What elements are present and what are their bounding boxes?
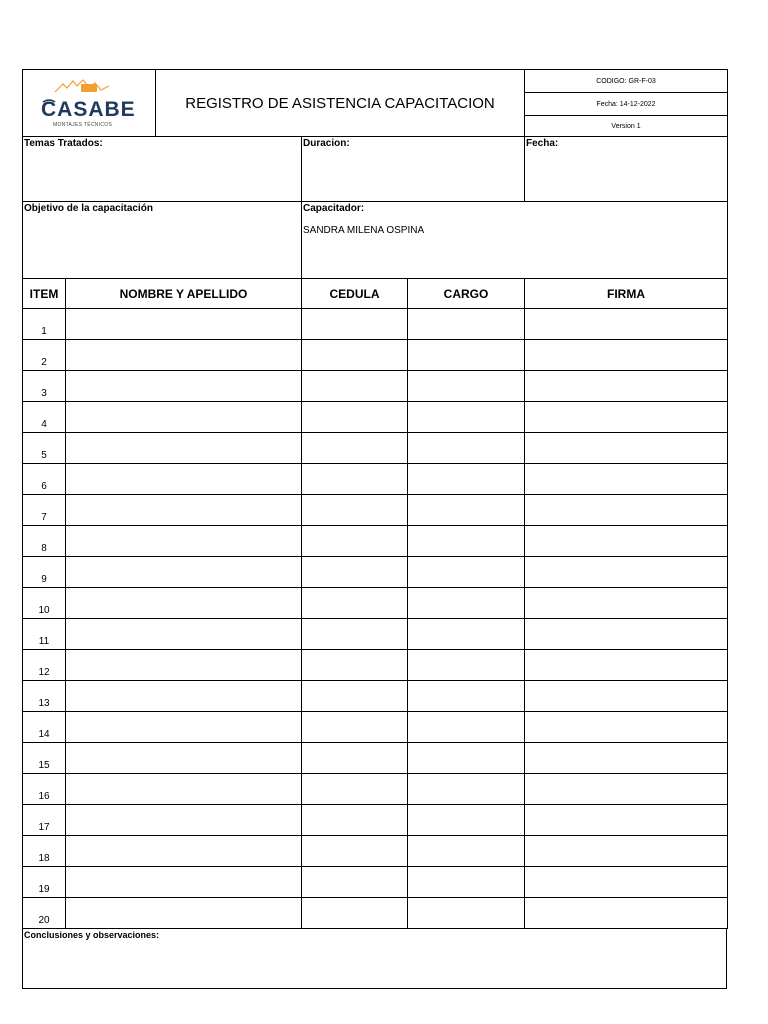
cedula-cell[interactable] [302, 464, 408, 495]
item-number: 10 [23, 588, 66, 619]
item-number: 9 [23, 557, 66, 588]
firma-cell[interactable] [525, 681, 728, 712]
firma-cell[interactable] [525, 309, 728, 340]
firma-cell[interactable] [525, 898, 728, 929]
firma-cell[interactable] [525, 867, 728, 898]
nombre-cell[interactable] [66, 898, 302, 929]
cargo-cell[interactable] [408, 836, 525, 867]
firma-cell[interactable] [525, 526, 728, 557]
duracion-field[interactable] [302, 137, 525, 202]
capacitador-value: SANDRA MILENA OSPINA [303, 225, 425, 236]
nombre-cell[interactable] [66, 712, 302, 743]
firma-cell[interactable] [525, 557, 728, 588]
cedula-cell[interactable] [302, 309, 408, 340]
cedula-cell[interactable] [302, 650, 408, 681]
firma-cell[interactable] [525, 495, 728, 526]
item-number: 12 [23, 650, 66, 681]
firma-cell[interactable] [525, 464, 728, 495]
item-number: 7 [23, 495, 66, 526]
temas-label: Temas Tratados: [24, 138, 103, 149]
item-number: 11 [23, 619, 66, 650]
header-nombre: NOMBRE Y APELLIDO [66, 279, 302, 309]
cedula-cell[interactable] [302, 433, 408, 464]
firma-cell[interactable] [525, 836, 728, 867]
cedula-cell[interactable] [302, 836, 408, 867]
firma-cell[interactable] [525, 371, 728, 402]
doc-version: Version 1 [611, 122, 641, 130]
nombre-cell[interactable] [66, 619, 302, 650]
cargo-cell[interactable] [408, 805, 525, 836]
cargo-cell[interactable] [408, 371, 525, 402]
table-row [23, 805, 728, 836]
logo-cell [23, 70, 156, 137]
cargo-cell[interactable] [408, 619, 525, 650]
nombre-cell[interactable] [66, 433, 302, 464]
firma-cell[interactable] [525, 340, 728, 371]
cargo-cell[interactable] [408, 588, 525, 619]
table-row [23, 898, 728, 929]
cargo-cell[interactable] [408, 681, 525, 712]
firma-cell[interactable] [525, 712, 728, 743]
capacitador-field[interactable] [302, 202, 728, 279]
nombre-cell[interactable] [66, 526, 302, 557]
nombre-cell[interactable] [66, 495, 302, 526]
firma-cell[interactable] [525, 774, 728, 805]
item-number: 5 [23, 433, 66, 464]
item-number: 4 [23, 402, 66, 433]
nombre-cell[interactable] [66, 371, 302, 402]
firma-cell[interactable] [525, 619, 728, 650]
table-row [23, 371, 728, 402]
nombre-cell[interactable] [66, 464, 302, 495]
doc-date: Fecha: 14-12-2022 [525, 93, 727, 116]
table-row [23, 557, 728, 588]
cargo-cell[interactable] [408, 743, 525, 774]
capacitador-label: Capacitador: [303, 203, 365, 214]
cargo-cell[interactable] [408, 557, 525, 588]
cedula-cell[interactable] [302, 526, 408, 557]
nombre-cell[interactable] [66, 774, 302, 805]
cedula-cell[interactable] [302, 371, 408, 402]
cargo-cell[interactable] [408, 340, 525, 371]
cedula-cell[interactable] [302, 867, 408, 898]
nombre-cell[interactable] [66, 836, 302, 867]
item-number: 6 [23, 464, 66, 495]
cargo-cell[interactable] [408, 526, 525, 557]
item-number: 14 [23, 712, 66, 743]
cedula-cell[interactable] [302, 743, 408, 774]
table-row [23, 588, 728, 619]
nombre-cell[interactable] [66, 309, 302, 340]
firma-cell[interactable] [525, 650, 728, 681]
cargo-cell[interactable] [408, 712, 525, 743]
table-row [23, 495, 728, 526]
table-row [23, 867, 728, 898]
table-row [23, 712, 728, 743]
nombre-cell[interactable] [66, 402, 302, 433]
cargo-cell[interactable] [408, 650, 525, 681]
table-row [23, 650, 728, 681]
table-row [23, 402, 728, 433]
header-cargo: CARGO [408, 279, 525, 309]
nombre-cell[interactable] [66, 681, 302, 712]
item-number: 20 [23, 898, 66, 929]
nombre-cell[interactable] [66, 557, 302, 588]
table-row [23, 526, 728, 557]
table-header-row [23, 279, 728, 309]
cargo-cell[interactable] [408, 867, 525, 898]
document-meta [525, 70, 728, 137]
item-number: 3 [23, 371, 66, 402]
cedula-cell[interactable] [302, 402, 408, 433]
table-row [23, 743, 728, 774]
cedula-cell[interactable] [302, 588, 408, 619]
objetivo-label: Objetivo de la capacitación [24, 203, 153, 214]
item-number: 2 [23, 340, 66, 371]
nombre-cell[interactable] [66, 867, 302, 898]
cargo-cell[interactable] [408, 774, 525, 805]
table-row [23, 681, 728, 712]
cedula-cell[interactable] [302, 712, 408, 743]
cedula-cell[interactable] [302, 774, 408, 805]
header-item: ITEM [23, 279, 66, 309]
table-row [23, 774, 728, 805]
temas-field[interactable] [23, 137, 302, 202]
conclusiones-label: Conclusiones y observaciones: [24, 930, 160, 940]
nombre-cell[interactable] [66, 340, 302, 371]
cedula-cell[interactable] [302, 619, 408, 650]
item-number: 1 [23, 309, 66, 340]
objetivo-field[interactable] [23, 202, 302, 279]
attendance-form [22, 69, 727, 989]
logo-subtext: MONTAJES TÉCNICOS [53, 122, 113, 128]
cedula-cell[interactable] [302, 681, 408, 712]
nombre-cell[interactable] [66, 805, 302, 836]
table-row [23, 619, 728, 650]
firma-cell[interactable] [525, 433, 728, 464]
table-row [23, 309, 728, 340]
cedula-cell[interactable] [302, 898, 408, 929]
cargo-cell[interactable] [408, 433, 525, 464]
info-table [22, 136, 728, 279]
logo-text: CASABE [41, 98, 136, 121]
cargo-cell[interactable] [408, 309, 525, 340]
firma-cell[interactable] [525, 743, 728, 774]
table-row [23, 433, 728, 464]
item-number: 13 [23, 681, 66, 712]
duracion-label: Duracion: [303, 138, 350, 149]
nombre-cell[interactable] [66, 588, 302, 619]
item-number: 19 [23, 867, 66, 898]
item-number: 16 [23, 774, 66, 805]
table-row [23, 464, 728, 495]
item-number: 15 [23, 743, 66, 774]
fecha-label: Fecha: [526, 138, 559, 149]
cargo-cell[interactable] [408, 464, 525, 495]
nombre-cell[interactable] [66, 650, 302, 681]
cargo-cell[interactable] [408, 898, 525, 929]
header-table [22, 69, 728, 137]
table-row [23, 836, 728, 867]
table-row [23, 340, 728, 371]
attendance-table [22, 278, 728, 929]
cedula-cell[interactable] [302, 557, 408, 588]
cedula-cell[interactable] [302, 805, 408, 836]
cedula-cell[interactable] [302, 340, 408, 371]
doc-code: CODIGO: GR-F-03 [525, 70, 727, 93]
conclusiones-field[interactable] [23, 929, 727, 989]
firma-cell[interactable] [525, 805, 728, 836]
item-number: 17 [23, 805, 66, 836]
item-number: 8 [23, 526, 66, 557]
nombre-cell[interactable] [66, 743, 302, 774]
form-title: REGISTRO DE ASISTENCIA CAPACITACION [156, 70, 525, 137]
cedula-cell[interactable] [302, 495, 408, 526]
header-firma: FIRMA [525, 279, 728, 309]
cargo-cell[interactable] [408, 495, 525, 526]
item-number: 18 [23, 836, 66, 867]
conclusions-table [22, 928, 727, 989]
fecha-field[interactable] [525, 137, 728, 202]
header-cedula: CEDULA [302, 279, 408, 309]
firma-cell[interactable] [525, 402, 728, 433]
firma-cell[interactable] [525, 588, 728, 619]
cargo-cell[interactable] [408, 402, 525, 433]
